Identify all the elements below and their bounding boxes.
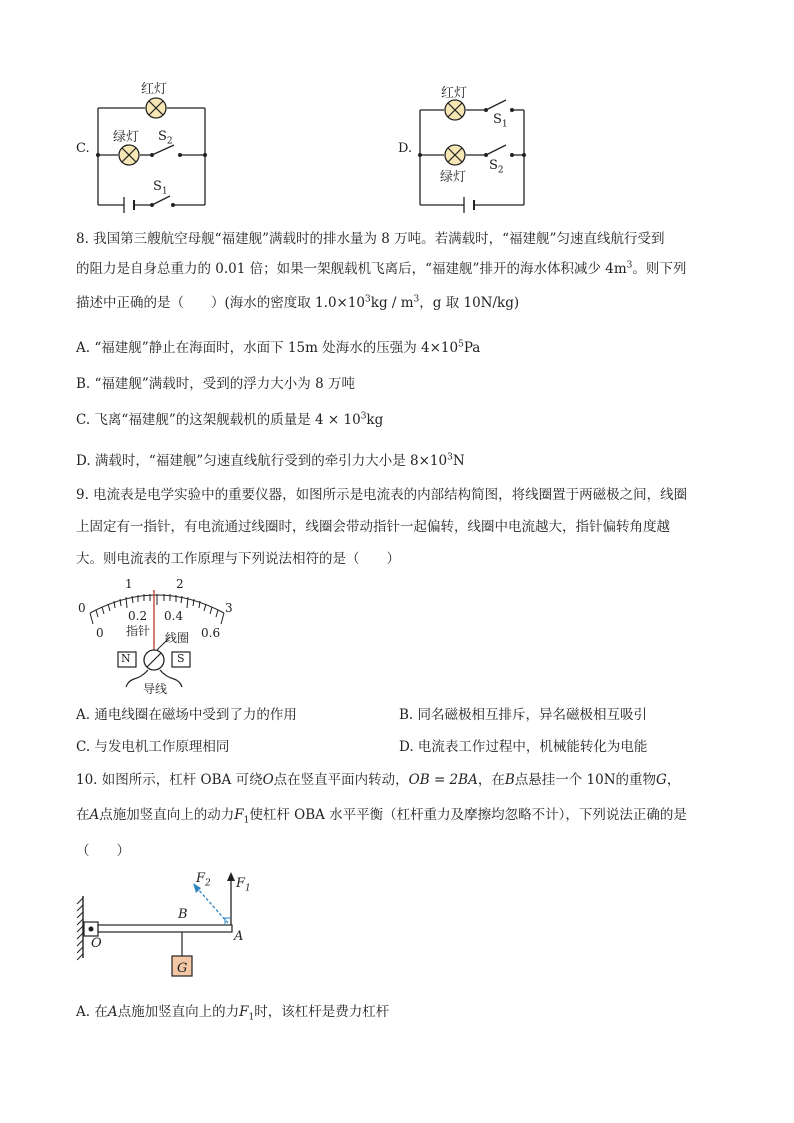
switch-s1-label: $S_1$ (153, 179, 168, 197)
q9-stem-line3: 大。则电流表的工作原理与下列说法相符的是（ ） (76, 551, 400, 567)
q8-option-a: A. “福建舰”静止在海面时，水面下 15m 处海水的压强为 $4\times 10^5Pa$ (76, 339, 481, 356)
option-c-label: C. (76, 141, 90, 156)
f2-label: $F_2$ (196, 871, 211, 889)
lower-scale-04: 0.4 (164, 609, 184, 623)
upper-scale-1: 1 (125, 577, 133, 591)
q8-option-b: B. “福建舰”满载时，受到的浮力大小为 8 万吨 (76, 376, 355, 392)
q10-stem-line2: 在A点施加竖直向上的动力$F_1$使杠杆 OBA 水平平衡（杠杆重力及摩擦均忽略不计），下列说法正确的是 (76, 807, 687, 826)
f1-label: $F_1$ (236, 876, 251, 894)
coil-label: 线圈 (165, 631, 190, 645)
switch-s2-label: $S_2$ (158, 129, 173, 147)
weight-g-label: G (177, 961, 188, 976)
upper-scale-0: 0 (78, 601, 86, 615)
switch-s2-label: $S_2$ (489, 158, 504, 176)
q10-option-a: A. 在A点施加竖直向上的力$F_1$时，该杠杆是费力杠杆 (76, 1004, 390, 1023)
red-lamp-label: 红灯 (141, 82, 168, 97)
q9-option-d: D. 电流表工作过程中，机械能转化为电能 (399, 739, 648, 755)
q9-stem-line1: 9. 电流表是电学实验中的重要仪器，如图所示是电流表的内部结构简图，将线圈置于两磁极之间，线圈 (76, 487, 688, 503)
circuit-c-diagram (90, 80, 220, 220)
switch-s1-label: $S_1$ (493, 112, 508, 130)
upper-scale-2: 2 (176, 577, 184, 591)
wire-label: 导线 (143, 682, 168, 696)
lower-scale-0: 0 (96, 626, 104, 640)
q10-stem-line3: （ ） (76, 843, 130, 859)
q9-stem-line2: 上固定有一指针，有电流通过线圈时，线圈会带动指针一起偏转，线圈中电流越大，指针偏转角度越 (76, 519, 670, 535)
option-d-label: D. (398, 141, 413, 156)
q8-option-c: C. 飞离“福建舰”的这架舰载机的质量是 $4 \times 10^3kg$ (76, 411, 384, 428)
f1-arrow-icon (227, 872, 235, 881)
q8-stem-line3: 描述中正确的是（ ）(海水的密度取 $1.0\times 10^3kg / m^3$，g 取 10N/kg) (76, 294, 520, 311)
q9-option-b: B. 同名磁极相互排斥，异名磁极相互吸引 (399, 707, 648, 723)
q9-option-a: A. 通电线圈在磁场中受到了力的作用 (76, 707, 297, 723)
lower-scale-06: 0.6 (201, 626, 221, 640)
green-lamp-label: 绿灯 (113, 130, 140, 145)
q9-option-c: C. 与发电机工作原理相同 (76, 739, 230, 755)
red-lamp-icon (445, 100, 465, 120)
south-label: S (177, 652, 185, 665)
green-lamp-label: 绿灯 (440, 170, 467, 185)
point-a-label: A (234, 929, 244, 944)
green-lamp-icon (445, 145, 465, 165)
red-lamp-label: 红灯 (441, 86, 468, 101)
q8-stem-line1: 8. 我国第三艘航空母舰“福建舰”满载时的排水量为 8 万吨。若满载时，“福建舰”匀速直线航行受到 (76, 231, 665, 247)
q10-stem-line1: 10. 如图所示，杠杆 OBA 可绕O点在竖直平面内转动，OB = 2BA，在B点悬挂一个 10N的重物G， (76, 772, 681, 788)
circuit-d-diagram (412, 80, 542, 220)
pointer-label: 指针 (126, 624, 151, 638)
lever-bar (98, 925, 232, 932)
upper-scale-3: 3 (225, 601, 233, 615)
q8-stem-line2: 的阻力是自身总重力的 0.01 倍；如果一架舰载机飞离后，“福建舰”排开的海水体积减少 $4m^3$。则下列 (76, 260, 687, 277)
lower-scale-02: 0.2 (128, 609, 148, 623)
north-label: N (121, 652, 131, 665)
point-o-label: O (91, 936, 102, 951)
point-b-label: B (178, 907, 188, 922)
green-lamp-icon (119, 145, 139, 165)
red-lamp-icon (146, 98, 166, 118)
q8-option-d: D. 满载时，“福建舰”匀速直线航行受到的牵引力大小是 $8\times 10^3N$ (76, 452, 465, 469)
